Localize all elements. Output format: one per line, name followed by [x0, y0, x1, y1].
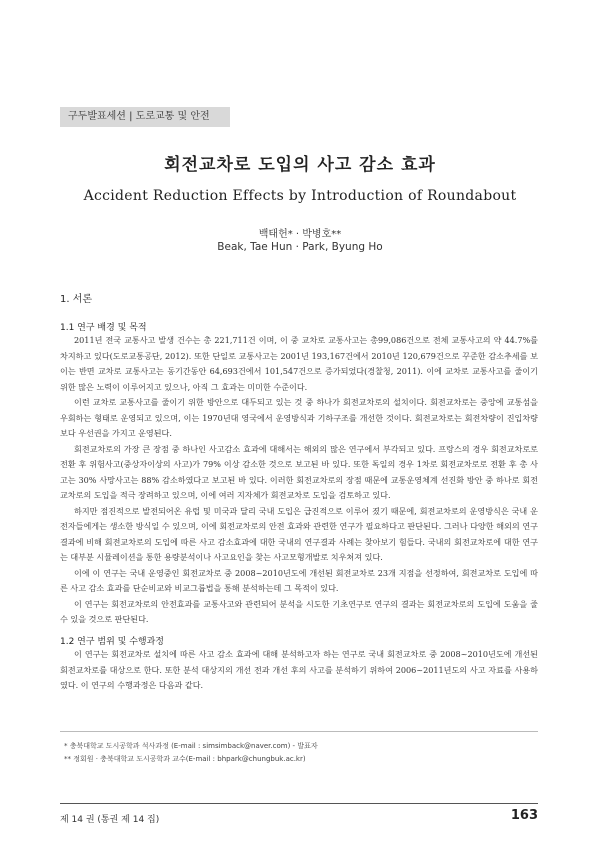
paragraph: 이 연구는 회전교차로의 안전효과를 교통사고와 관련되어 분석을 시도한 기초연구로 연구의 결과는 회전교차로의 도입에 도움을 줄 수 있을 것으로 판단된다. — [60, 598, 538, 624]
paragraph: 회전교차로의 가장 큰 장점 중 하나인 사고감소 효과에 대해서는 해외의 많은 연구에서 부각되고 있다. 프랑스의 경우 회전교차로로 전환 후 위험사고(중상자이상의 사고)가 79% 이상 감소한 것으로 보고된 바 있다. 또한 독일의 경우 1차로 회전교차로로 전환 후 총 사고는 30% 사망사고는 88% 감소하였다고 보고된 바 있다. 이러한 회전교차로의 장점 때문에 교통운영체계 선진화 방안 중 하나로 회전교차로의 도입을 적극 장려하고 있으며, 이에 여러 지자체가 회전교차로 도입을 검토하고 있다. — [60, 443, 538, 500]
authors-english: Beak, Tae Hun · Park, Byung Ho — [217, 241, 383, 253]
page-number: 163 — [510, 808, 538, 823]
body-section-1-2 — [60, 647, 538, 694]
paragraph: 이에 이 연구는 국내 운영중인 회전교차로 중 2008~2010년도에 개선된 회전교차로 23개 지점을 선정하여, 회전교차로 도입에 따른 사고 감소 효과를 단순비교와 비교그룹법을 통해 분석하는데 그 목적이 있다. — [60, 567, 538, 593]
footnote-author-1: * 충북대학교 도시공학과 석사과정 (E-mail : simsimback@naver.com) - 발표자 — [64, 742, 318, 750]
authors-korean: 백태헌* · 박병호** — [258, 229, 342, 240]
subsection-heading-scope: 1.2 연구 범위 및 수행과정 — [60, 637, 165, 647]
title-english: Accident Reduction Effects by Introduction of Roundabout — [83, 188, 517, 204]
body-section-1-1 — [60, 333, 538, 628]
session-tag: 구두발표세션 | 도로교통 및 안전 — [60, 107, 230, 127]
subsection-heading-background: 1.1 연구 배경 및 목적 — [60, 323, 147, 333]
section-heading-introduction: 1. 서론 — [60, 294, 93, 305]
paragraph: 2011년 전국 교통사고 발생 건수는 총 221,711건 이며, 이 중 교차로 교통사고는 총99,086건으로 전체 교통사고의 약 44.7%를 차지하고 있다(도로교통공단, 2012). 또한 단일로 교통사고는 2001년 193,167건에서 2010년 120,679건으로 꾸준한 감소추세를 보이는 반면 교차로 교통사고는 동기간동안 64,693건에서 101,547건으로 증가되었다(경찰청, 2011). 이에 교차로 교통사고를 줄이기 위한 많은 노력이 이루어지고 있으나, 아직 그 효과는 미미한 수준이다. — [60, 335, 538, 392]
footnote-divider — [60, 731, 538, 732]
footer-issue: 제 14 권 (통권 제 14 집) — [60, 815, 160, 825]
paragraph: 이 연구는 회전교차로 설치에 따른 사고 감소 효과에 대해 분석하고자 하는 연구로 국내 회전교차로 중 2008~2010년도에 개선된 회전교차로를 대상으로 한다. 또한 분석 대상지의 개선 전과 개선 후의 사고를 분석하기 위하여 2006~2011년도의 사고 자료를 사용하였다. 이 연구의 수행과정은 다음과 같다. — [60, 649, 538, 690]
footer-divider — [60, 803, 538, 804]
paragraph: 하지만 점진적으로 발전되어온 유럽 및 미국과 달리 국내 도입은 급진적으로 이루어 졌기 때문에, 회전교차로의 운영방식은 국내 운전자들에게는 생소한 방식일 수 있으며, 이에 회전교차로의 안전 효과와 관련한 연구가 필요하다고 판단된다. 그러나 다양한 해외의 연구결과에 비해 회전교차로의 도입에 따른 사고 감소효과에 대한 국내의 연구결과 사례는 찾아보기 힘들다. 국내의 회전교차로에 대한 연구는 대부분 시뮬레이션을 통한 용량분석이나 사고요인을 찾는 사고모형개발로 치우쳐져 있다. — [60, 505, 538, 562]
footnote-author-2: ** 정회원 · 충북대학교 도시공학과 교수(E-mail : bhpark@chungbuk.ac.kr) — [64, 755, 306, 763]
paragraph: 이런 교차로 교통사고를 줄이기 위한 방안으로 대두되고 있는 것 중 하나가 회전교차로의 설치이다. 회전교차로는 중앙에 교통섬을 우회하는 형태로 운영되고 있으며, 이는 1970년대 영국에서 운영방식과 기하구조를 개선한 것이다. 회전교차로는 회전차량이 진입차량보다 우선권을 가지고 운영된다. — [60, 397, 538, 438]
title-korean: 회전교차로 도입의 사고 감소 효과 — [164, 155, 436, 175]
